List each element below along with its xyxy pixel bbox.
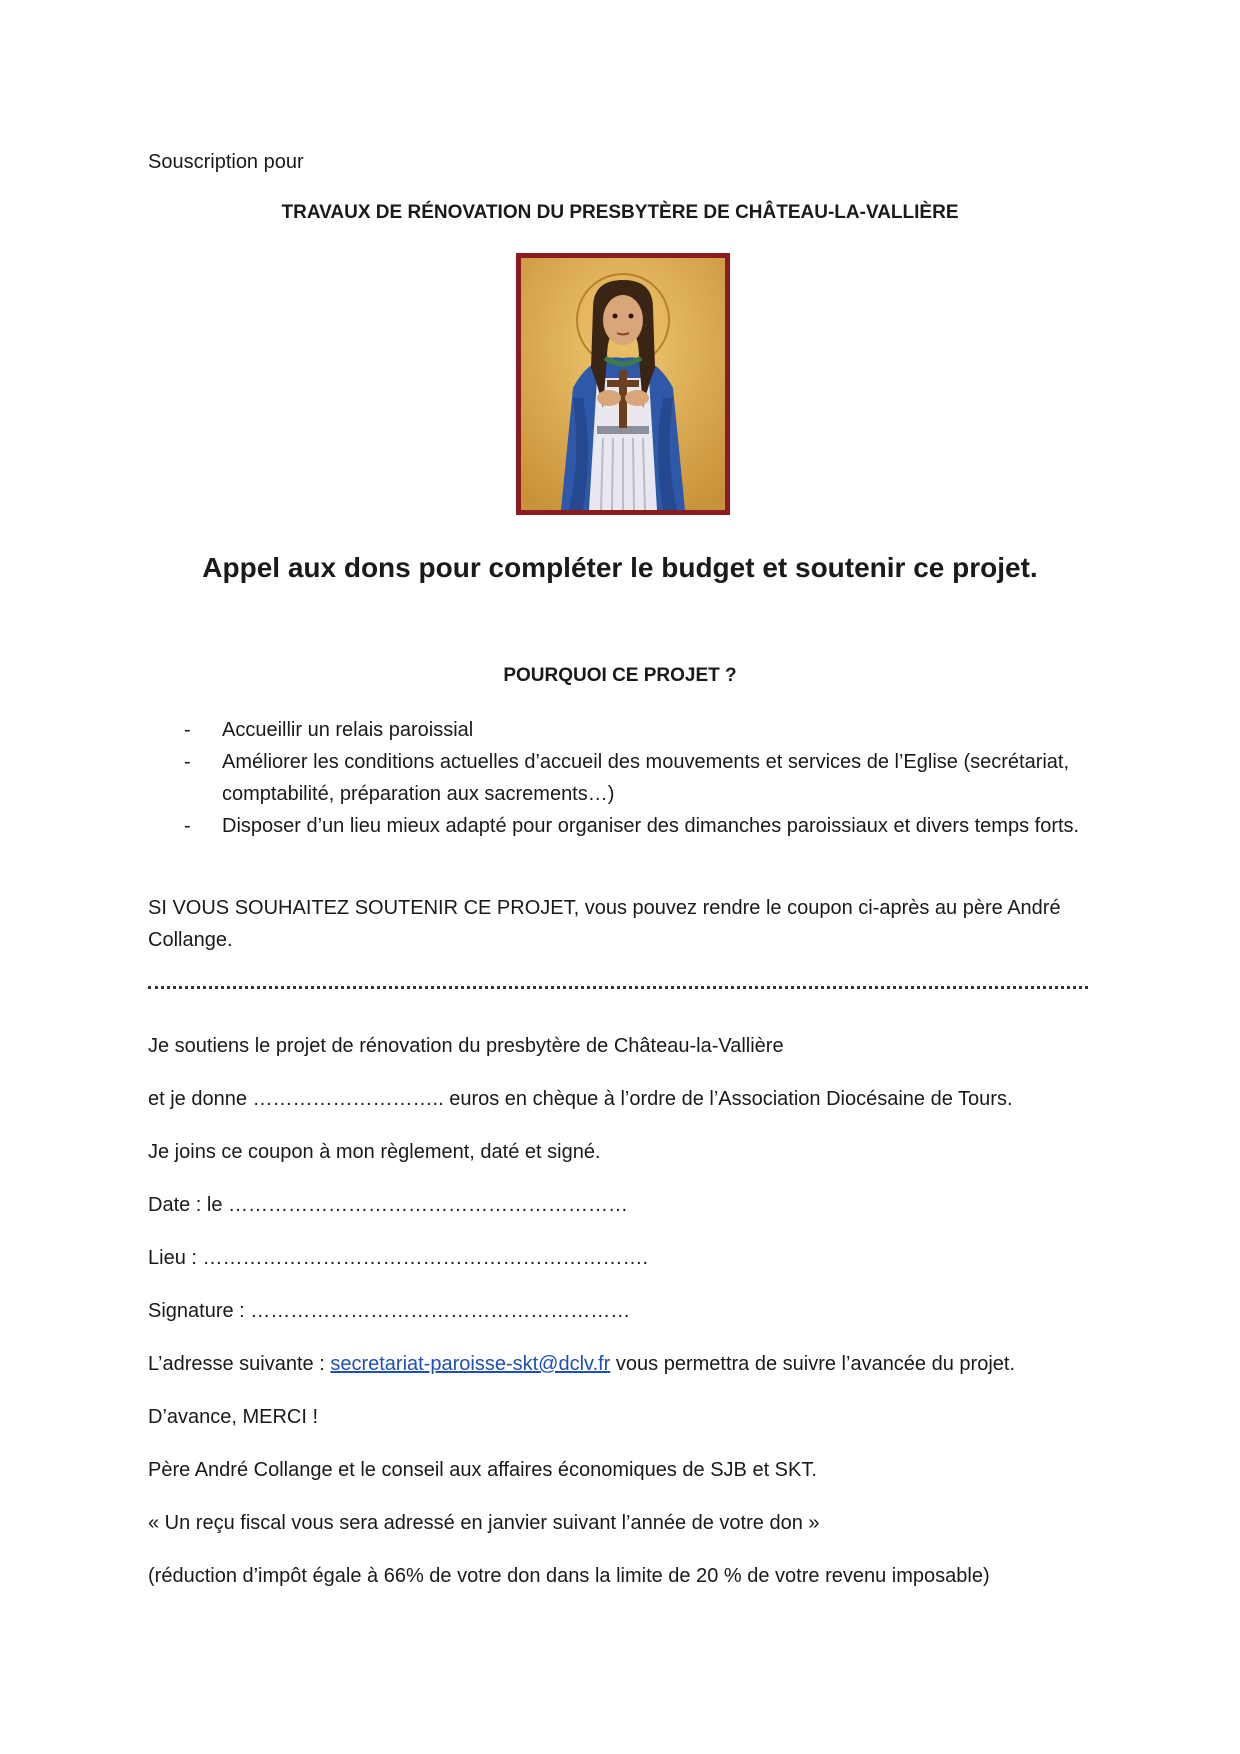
coupon-cut-line [148, 986, 1088, 989]
coupon-line-3: Je joins ce coupon à mon règlement, daté et signé. [148, 1141, 601, 1163]
why-heading: POURQUOI CE PROJET ? [503, 665, 737, 686]
intro-text: Souscription pour [148, 151, 304, 173]
tax-note: (réduction d’impôt égale à 66% de votre don dans la limite de 20 % de votre revenu imposable) [148, 1565, 990, 1587]
coupon-line-2: et je donne ……………………….. euros en chèque à l’ordre de l’Association Diocésaine de Tours. [148, 1088, 1013, 1110]
coupon-line-1: Je soutiens le projet de rénovation du presbytère de Château-la-Vallière [148, 1035, 784, 1057]
signed-by-text: Père André Collange et le conseil aux affaires économiques de SJB et SKT. [148, 1459, 817, 1481]
why-list [148, 714, 1122, 842]
contact-line: L’adresse suivante : secretariat-paroisse-skt@dclv.fr vous permettra de suivre l’avancée du projet. [148, 1353, 1016, 1375]
saint-icon [521, 258, 725, 510]
contact-email-link[interactable]: secretariat-paroisse-skt@dclv.fr [330, 1353, 611, 1375]
list-item: - Améliorer les conditions actuelles d’accueil des mouvements et services de l’Eglise (secrétariat, comptabilité, préparation aux sacrements…) [184, 751, 1070, 805]
list-item: - Accueillir un relais paroissial [184, 719, 474, 741]
appeal-heading: Appel aux dons pour compléter le budget et soutenir ce projet. [202, 552, 1038, 583]
coupon-date-field: Date : le …………………………………………………… [148, 1194, 629, 1216]
saint-icon-image [516, 253, 730, 515]
thanks-text: D’avance, MERCI ! [148, 1406, 319, 1428]
list-item: - Disposer d’un lieu mieux adapté pour organiser des dimanches paroissiaux et divers temps forts. [184, 815, 1080, 837]
support-line-1: SI VOUS SOUHAITEZ SOUTENIR CE PROJET, vous pouvez rendre le coupon ci-après au père André [148, 897, 1061, 919]
support-line-2: Collange. [148, 929, 233, 951]
coupon-signature-field: Signature : ………………………………………………… [148, 1300, 631, 1322]
coupon-place-field: Lieu : …………………………………………………………. [148, 1247, 649, 1269]
document-title: TRAVAUX DE RÉNOVATION DU PRESBYTÈRE DE CHÂTEAU-LA-VALLIÈRE [281, 202, 959, 223]
receipt-note: « Un reçu fiscal vous sera adressé en janvier suivant l’année de votre don » [148, 1512, 820, 1534]
